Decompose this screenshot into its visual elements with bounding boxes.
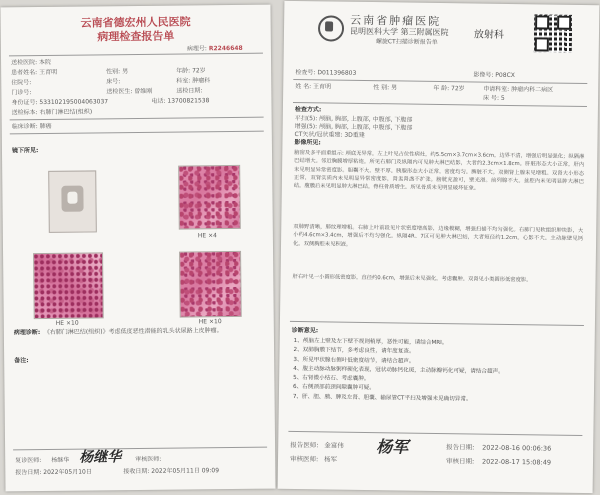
- doctor-name: 杨继华: [51, 456, 70, 464]
- report-doctor: 金富伟: [324, 441, 344, 450]
- field-send-date: 送检日期:: [176, 87, 203, 95]
- hospital-logo-icon: [318, 15, 344, 41]
- diagnosis-item: 2、双肺胸膜下结节，多考虑良性，请年度复查。: [293, 347, 415, 355]
- field-inpatient-no: 住院号:: [11, 79, 32, 87]
- review-time: 2022-08-17 15:08:49: [481, 457, 552, 467]
- field-department: 科室: 肿瘤科: [176, 77, 211, 85]
- patient-name: 姓 名: 王育明: [295, 82, 332, 91]
- field-outpatient-no: 门诊号:: [11, 89, 32, 97]
- doctor-label: 复诊医师:: [15, 457, 42, 465]
- diagnosis-label: 病理诊断:: [13, 329, 41, 337]
- hospital-title: 云南省德宏州人民医院: [80, 15, 191, 30]
- diagnosis-list: [293, 337, 504, 405]
- receive-date: 接收日期: 2022年05月11日 09:09: [123, 467, 220, 476]
- diagnosis-text: 《右肺门淋巴结(组织)》考虑低度恶性潜能的乳头状尿路上皮肿瘤。: [43, 327, 223, 336]
- findings-paragraph-1: 脑窗及多平面重组示: 颅底无异常。左上叶见占位性病灶，约5.5cm×3.7cm×3.6cm，边界不清，增强后明显强化；纵隔淋巴结增大。邻近胸膜增厚粘连。所见右肺门及纵隔内可见肿大淋巴结影，大者约2.3cm×1.8cm。肝脏形态大小正常，肝内未见明显异常密度影。胆囊不大，壁不厚。胰腺形态大小正常，密度均匀。脾脏不大。双侧肾上腺未见增粗。双肾大小形态正常，双肾实质内未见明显异常密度影，肾盂肾盏不扩张。膀胱充盈可，壁光滑。前列腺不大。盆腔内未见明显肿大淋巴结。腹膜后未见明显肿大淋巴结。脊柱骨质增生。所见骨质未见明显破坏征象。: [293, 149, 585, 192]
- doctor-signature: 杨继华: [79, 449, 122, 466]
- histology-image-3: [179, 251, 242, 318]
- report-type: 螺旋CT扫描诊断报告单: [375, 38, 438, 46]
- qr-code-icon: [534, 14, 573, 53]
- field-patient-name: 患者姓名: 王育明: [11, 68, 58, 77]
- pathology-report: [0, 5, 275, 492]
- review-doctor-label: 审核医师:: [289, 454, 319, 464]
- field-specimen: 送检标本: 右肺门淋巴结(组织): [11, 108, 93, 117]
- ct-report: [278, 1, 600, 493]
- findings-label: 影像所见:: [294, 138, 321, 147]
- image-caption-2: HE ×10: [55, 319, 79, 327]
- diagnosis-item: 7、肝、胆、胰、脾及左肾、胆囊、输尿管CT平扫及增强未见确切异常。: [292, 393, 472, 403]
- doctor-signature: 杨军: [376, 437, 409, 457]
- field-bed-no: 床号:: [106, 78, 121, 86]
- field-sex: 性别: 男: [106, 68, 129, 76]
- review-doctor: 杨军: [323, 455, 338, 464]
- remark-label: 备注:: [14, 357, 29, 365]
- report-time: 2022-08-16 00:06:36: [482, 443, 552, 453]
- field-age: 年龄: 72岁: [176, 67, 206, 75]
- hospital-subtitle: 昆明医科大学 第三附属医院: [349, 26, 449, 38]
- reviewer-label: 审核医师:: [135, 455, 162, 464]
- bed-no: 床 号: 5: [483, 94, 505, 102]
- exam-items-1: 平扫(5): 颅脑, 胸部, 上腹部, 中腹部, 下腹部: [294, 114, 413, 124]
- field-id-number: 身份证号: 533102195004063037: [11, 98, 109, 107]
- exam-no: 检查号: D011396803: [295, 68, 357, 77]
- field-hospital: 送检医院: 本院: [11, 58, 52, 67]
- review-time-label: 审核日期:: [445, 457, 475, 466]
- hospital-title: 云南省肿瘤医院: [350, 13, 442, 29]
- gross-specimen-image: [48, 170, 97, 232]
- patient-age: 年 龄: 72岁: [433, 84, 465, 93]
- report-date: 报告日期: 2022年05月10日: [15, 468, 92, 477]
- image-no: 影像号: P08CX: [473, 71, 515, 80]
- histology-image-1: [178, 165, 241, 230]
- image-caption-1: HE ×4: [197, 232, 217, 240]
- exam-method-label: 检查方式:: [294, 105, 322, 114]
- findings-paragraph-3: 肝右叶见一小圆形低密度影，直径约0.6cm，增强后未见强化，考虑囊肿。双肾见小类圆形低密度影。: [292, 273, 532, 284]
- diagnosis-item: 3、所见甲状腺右侧叶低密度结节，请结合超声。: [293, 356, 415, 365]
- exam-items-3: CT矢状/冠状重建: 3D重建: [294, 130, 365, 139]
- field-phone: 电话: 13700821538: [151, 97, 210, 105]
- report-doctor-label: 报告医师:: [290, 440, 319, 450]
- diagnosis-item: 5、右肾微小结石、考虑囊肿。: [293, 375, 370, 383]
- pathology-no-label: 病理号: R2246648: [186, 44, 243, 53]
- department-title: 放射科: [473, 29, 505, 41]
- diagnosis-label: 诊断意见:: [291, 326, 319, 335]
- diagnosis-item: 4、腹主动脉动脉粥样硬化表现，冠状动脉钙化斑，主动脉瓣钙化可疑，请结合超声。: [293, 365, 504, 375]
- patient-sex: 性 别: 男: [373, 84, 398, 92]
- exam-items-2: 增强(5): 颅脑, 胸部, 上腹部, 中腹部, 下腹部: [294, 122, 413, 132]
- field-send-doctor: 送检医生: 曾维刚: [106, 87, 153, 96]
- microscopy-label: 镜下所见:: [11, 147, 39, 155]
- report-title: 病理检查报告单: [97, 29, 175, 44]
- image-caption-3: HE ×10: [198, 318, 222, 326]
- histology-image-2: [33, 252, 104, 319]
- diagnosis-item: 6、右侧颈部前颈间隙囊肿可疑。: [292, 384, 375, 392]
- diagnosis-item: 1、颅脑左上壁及左下壁不规则稍厚，恶性可能，请结合MRI。: [293, 337, 448, 347]
- report-time-label: 报告日期:: [446, 443, 475, 452]
- pathology-no: R2246648: [208, 44, 243, 53]
- request-dept: 申请科室: 肿瘤内科二病区: [483, 85, 554, 94]
- field-clinical-diagnosis: 临床诊断: 肺癌: [11, 122, 52, 131]
- findings-paragraph-2: 双肺野清晰，肺纹理增粗。右肺上叶前段见片状密度增高影，边缘模糊，增强扫描不均匀强化。右肺门见软组织肿块影，大小约4.6cm×3.4cm，增强后不均匀强化。纵隔4R、7区可见肿大淋巴结，大者短径约1.2cm。心影不大。主动脉壁见钙化。双侧胸腔未见积液。: [292, 223, 584, 248]
